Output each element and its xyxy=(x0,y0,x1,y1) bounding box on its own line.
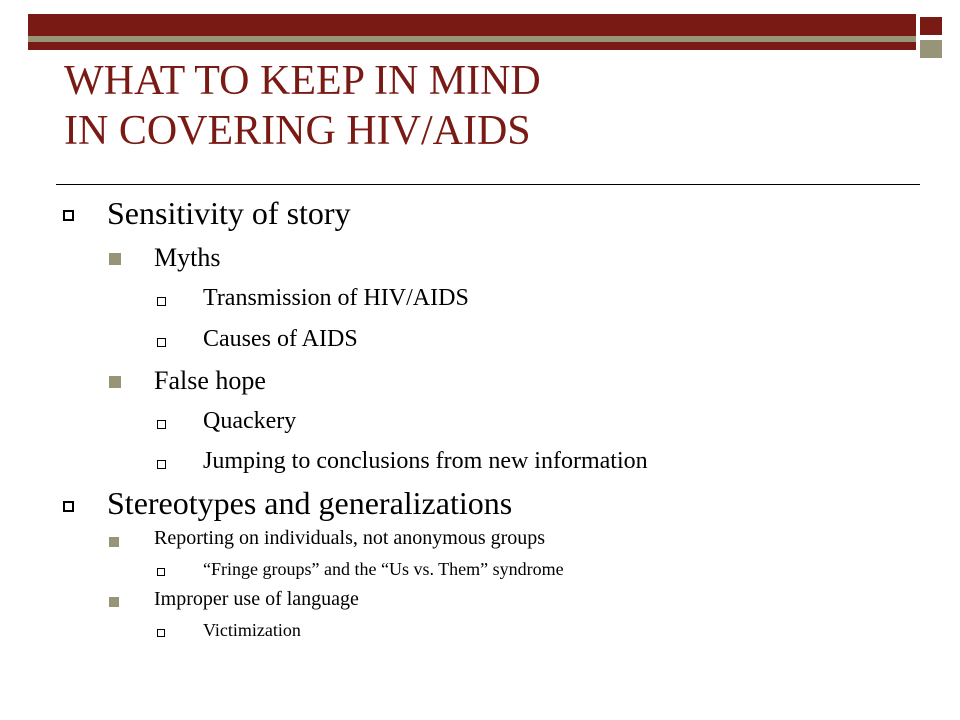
filled-square-bullet-icon xyxy=(109,253,121,265)
bullet-level-3: Victimization xyxy=(203,620,301,640)
bullet-level-3: Transmission of HIV/AIDS xyxy=(203,285,469,311)
bullet-level-2: False hope xyxy=(154,366,266,395)
hollow-square-bullet-icon xyxy=(63,210,74,221)
bullet-level-2: Myths xyxy=(154,243,221,272)
hollow-square-bullet-icon xyxy=(157,629,165,637)
hollow-square-bullet-icon xyxy=(157,420,166,429)
filled-square-bullet-icon xyxy=(109,537,119,547)
filled-square-bullet-icon xyxy=(109,597,119,607)
bullet-level-2: Reporting on individuals, not anonymous groups xyxy=(154,527,546,549)
hollow-square-bullet-icon xyxy=(157,297,166,306)
bullet-level-3: Causes of AIDS xyxy=(203,326,358,352)
hollow-square-bullet-icon xyxy=(157,460,166,469)
bullet-level-2: Improper use of language xyxy=(154,588,359,610)
hollow-square-bullet-icon xyxy=(63,501,74,512)
bullet-level-1: Sensitivity of story xyxy=(107,195,351,231)
filled-square-bullet-icon xyxy=(109,376,121,388)
hollow-square-bullet-icon xyxy=(157,568,165,576)
hollow-square-bullet-icon xyxy=(157,338,166,347)
bullet-level-3: Jumping to conclusions from new information xyxy=(203,448,648,474)
bullet-level-1: Stereotypes and generalizations xyxy=(107,485,513,521)
slide-title-line-2: IN COVERING HIV/AIDS xyxy=(64,108,531,154)
slide-title-line-1: WHAT TO KEEP IN MIND xyxy=(64,58,541,104)
bullet-level-3: Quackery xyxy=(203,408,297,434)
bullet-level-3: “Fringe groups” and the “Us vs. Them” syndrome xyxy=(203,559,564,579)
